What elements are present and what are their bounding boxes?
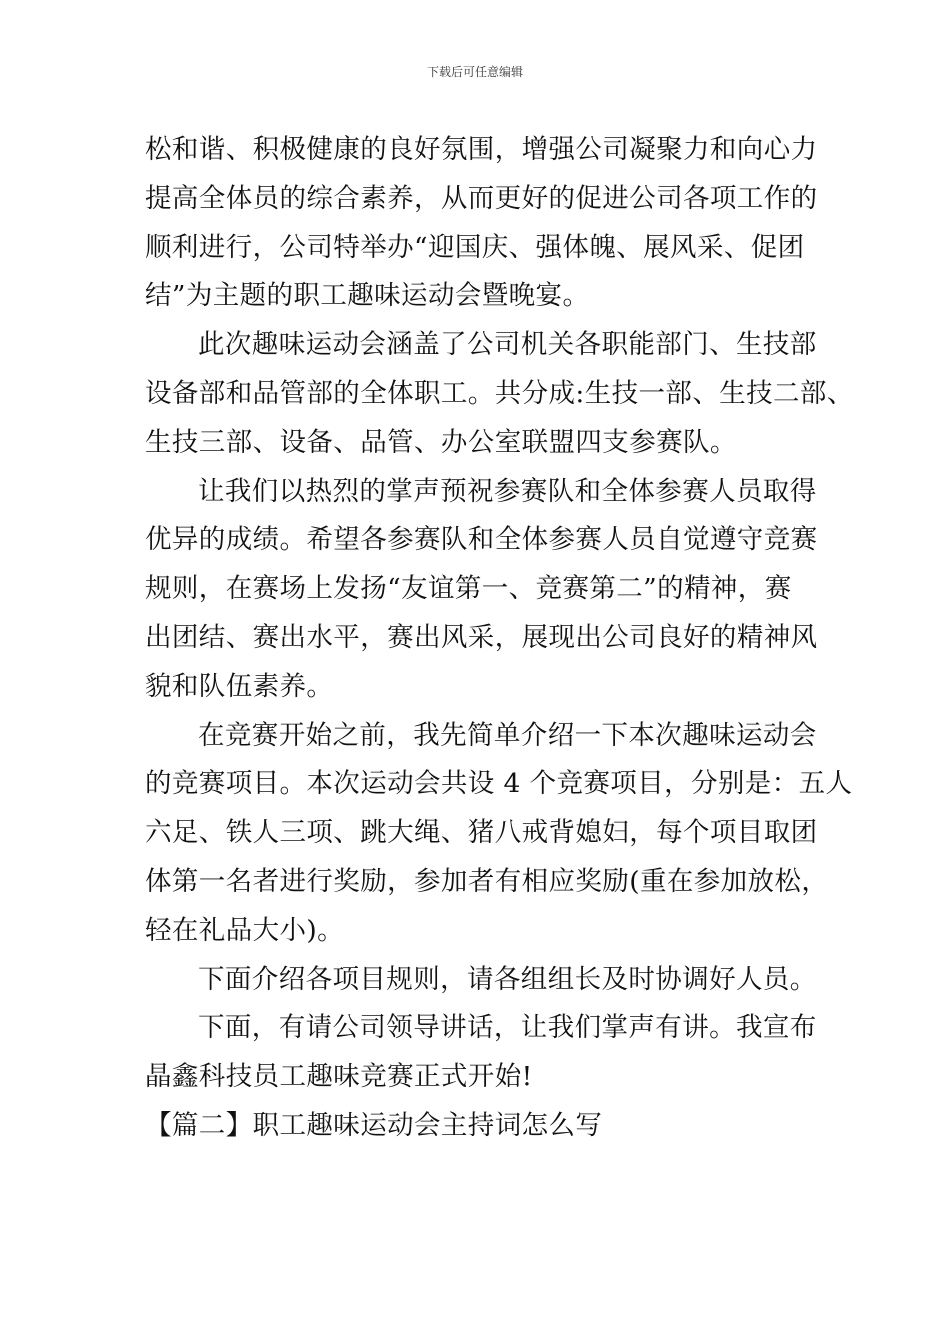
text-line: 松和谐、积极健康的良好氛围，增强公司凝聚力和向心力: [145, 134, 818, 165]
paragraph-opening: [145, 1004, 825, 1102]
text-line: 下面介绍各项目规则，请各组组长及时协调好人员。: [198, 963, 817, 995]
paragraph-rules: [145, 956, 825, 1005]
text-line: 结”为主题的职工趣味运动会暨晚宴。: [145, 280, 590, 312]
text-line: 貌和队伍素养。: [145, 670, 334, 702]
text-line: 六足、铁人三项、跳大绳、猪八戒背媳妇，每个项目取团: [145, 817, 818, 849]
text-line: 出团结、赛出水平，赛出风采，展现出公司良好的精神风: [145, 621, 818, 653]
section-title: 【篇二】职工趣味运动会主持词怎么写: [145, 1109, 603, 1141]
paragraph-participants: [145, 321, 854, 467]
text-line: 下面，有请公司领导讲话，让我们掌声有讲。我宣布: [198, 1012, 817, 1044]
text-line: 生技三部、设备、品管、办公室联盟四支参赛队。: [145, 426, 737, 458]
section-heading: [145, 1102, 825, 1151]
paragraph-wishes: [145, 468, 825, 712]
text-line: 在竞赛开始之前，我先简单介绍一下本次趣味运动会: [198, 719, 817, 751]
page-header-note: 下载后可任意编辑: [426, 65, 523, 79]
text-line: 规则，在赛场上发扬“友谊第一、竞赛第二”的精神，赛: [145, 573, 792, 605]
text-line: 提高全体员的综合素养，从而更好的促进公司各项工作的: [145, 182, 818, 214]
text-line: 优异的成绩。希望各参赛队和全体参赛人员自觉遵守竞赛: [145, 524, 818, 556]
text-line: 体第一名者进行奖励，参加者有相应奖励(重在参加放松，: [145, 865, 829, 897]
document-body: [145, 126, 854, 1151]
text-line: 轻在礼品大小)。: [145, 914, 345, 946]
text-line: 此次趣味运动会涵盖了公司机关各职能部门、生技部: [198, 329, 817, 361]
text-line: 的竞赛项目。本次运动会共设 4 个竞赛项目，分别是：五人: [145, 768, 853, 800]
text-line: 让我们以热烈的掌声预祝参赛队和全体参赛人员取得: [198, 475, 817, 507]
paragraph-events: [145, 712, 853, 956]
text-line: 顺利进行，公司特举办“迎国庆、强体魄、展风采、促团: [145, 231, 805, 263]
text-line: 晶鑫科技员工趣味竞赛正式开始!: [145, 1061, 533, 1093]
text-line: 设备部和品管部的全体职工。共分成:生技一部、生技二部、: [145, 377, 854, 409]
paragraph-intro: [145, 126, 825, 321]
